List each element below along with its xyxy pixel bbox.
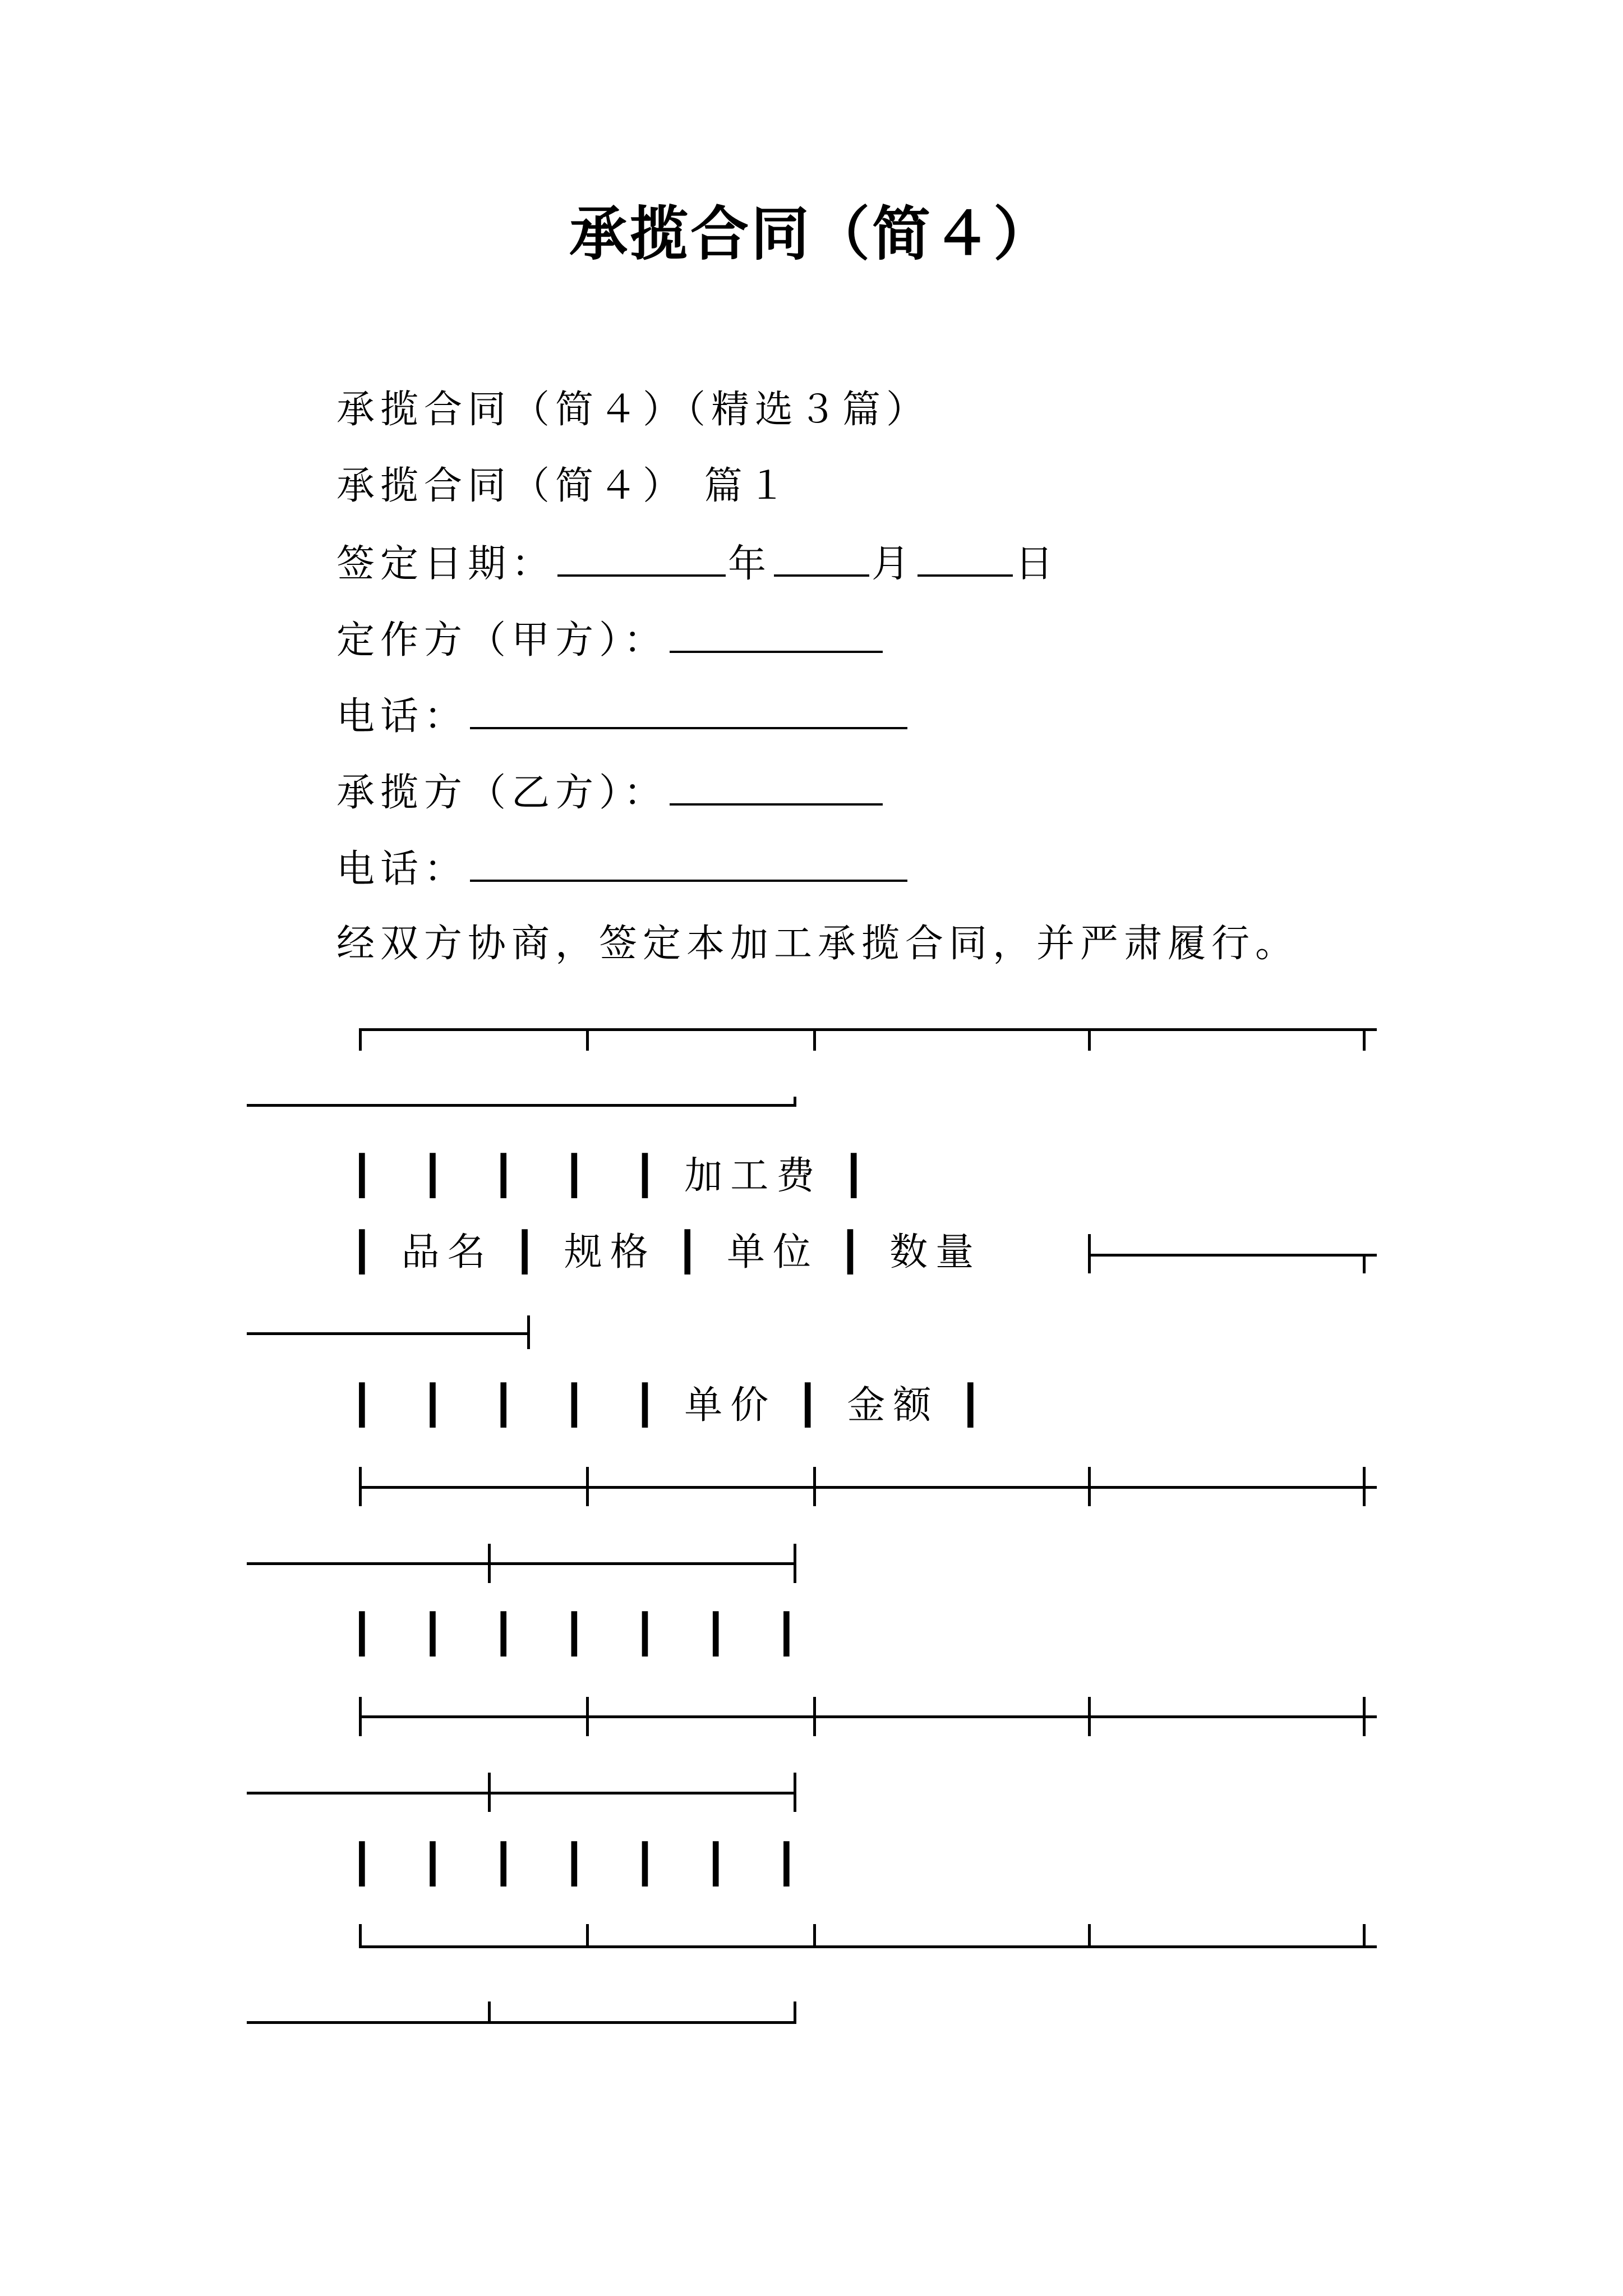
table-tick-mark — [1363, 1924, 1366, 1947]
phone-a-label: 电话： — [336, 694, 468, 739]
table-row: ┃ ┃ ┃ ┃ ┃ ┃ ┃ — [351, 1612, 806, 1657]
party-a-blank[interactable] — [670, 616, 883, 653]
table-tick-mark — [586, 1467, 589, 1506]
table-tick-mark — [1088, 1467, 1091, 1506]
document-title: 承揽合同（简４） — [569, 199, 1054, 268]
table-tick-mark — [1363, 1028, 1366, 1051]
table-bottom-border — [359, 1945, 1377, 1948]
table-separator-wrap — [247, 1792, 796, 1795]
table-separator — [359, 1486, 1377, 1489]
table-tick-mark — [794, 2001, 796, 2024]
table-tick-mark — [586, 1924, 589, 1947]
table-tick-mark — [813, 1467, 816, 1506]
phone-b-label: 电话： — [336, 847, 468, 891]
year-label: 年 — [728, 542, 772, 586]
phone-a-line — [336, 692, 910, 740]
year-blank[interactable] — [557, 540, 726, 577]
table-tick-mark — [1363, 1467, 1366, 1506]
table-header-row-2: ┃ 品名 ┃ 规格 ┃ 单位 ┃ 数量 — [351, 1230, 982, 1274]
table-tick-mark — [586, 1697, 589, 1736]
intro-line: 承揽合同（简４）（精选３篇） — [336, 388, 930, 432]
table-separator — [359, 1715, 1377, 1718]
table-tick-mark — [1363, 1254, 1366, 1273]
header-spec: 规格 — [564, 1230, 656, 1274]
day-label: 日 — [1015, 542, 1059, 586]
table-tick-mark — [1088, 1924, 1091, 1947]
table-tick-mark — [794, 1544, 796, 1583]
party-b-blank[interactable] — [670, 769, 883, 806]
table-corner-mark — [359, 1028, 362, 1051]
month-label: 月 — [872, 542, 916, 586]
fee-divider-wrap — [247, 1332, 530, 1335]
table-tick-mark — [359, 1924, 362, 1947]
table-bottom-border-wrap — [247, 2021, 796, 2024]
table-tick-mark — [794, 1773, 796, 1812]
table-tick-mark — [488, 1773, 491, 1812]
table-tick-mark — [359, 1697, 362, 1736]
table-tick-mark — [527, 1315, 530, 1349]
section-heading: 承揽合同（简４） 篇１ — [336, 464, 792, 508]
fee-header: 加工费 — [684, 1154, 823, 1198]
header-name: 品名 — [401, 1230, 494, 1274]
month-blank[interactable] — [774, 540, 869, 577]
table-tick-mark — [1363, 1697, 1366, 1736]
table-header-row-3: ┃ ┃ ┃ ┃ ┃ 单价 ┃ 金额 ┃ — [351, 1383, 990, 1428]
table-tick-mark — [794, 1097, 796, 1107]
signing-date-label: 签定日期： — [336, 542, 556, 586]
party-b-line — [336, 769, 885, 816]
table-tick-mark — [359, 1467, 362, 1506]
phone-a-blank[interactable] — [470, 692, 907, 729]
table-row: ┃ ┃ ┃ ┃ ┃ ┃ ┃ — [351, 1842, 806, 1887]
party-a-label: 定作方（甲方）： — [336, 618, 668, 662]
phone-b-blank[interactable] — [470, 845, 907, 882]
party-a-line — [336, 616, 885, 664]
table-tick-mark — [813, 1028, 816, 1051]
table-top-border-wrap — [247, 1104, 796, 1107]
table-separator-wrap — [247, 1562, 796, 1565]
party-b-label: 承揽方（乙方）： — [336, 771, 668, 815]
table-tick-mark — [586, 1028, 589, 1051]
phone-b-line — [336, 845, 910, 892]
table-tick-mark — [1088, 1697, 1091, 1736]
table-tick-mark — [1088, 1028, 1091, 1051]
fee-divider — [1088, 1254, 1377, 1257]
table-header-row-1: ┃ ┃ ┃ ┃ ┃ 加工费 ┃ — [351, 1154, 873, 1198]
table-tick-mark — [813, 1697, 816, 1736]
table-top-border — [359, 1028, 1377, 1031]
table-tick-mark — [488, 1544, 491, 1583]
table-tick-mark — [488, 2001, 491, 2024]
signing-date-line — [336, 540, 1059, 587]
header-amount: 金额 — [847, 1383, 939, 1428]
table-tick-mark — [813, 1924, 816, 1947]
header-quantity: 数量 — [889, 1230, 982, 1274]
header-unit-price: 单价 — [684, 1383, 777, 1428]
day-blank[interactable] — [917, 540, 1013, 577]
header-unit: 单位 — [726, 1230, 819, 1274]
agreement-line: 经双方协商，签定本加工承揽合同，并严肃履行。 — [336, 922, 1299, 966]
